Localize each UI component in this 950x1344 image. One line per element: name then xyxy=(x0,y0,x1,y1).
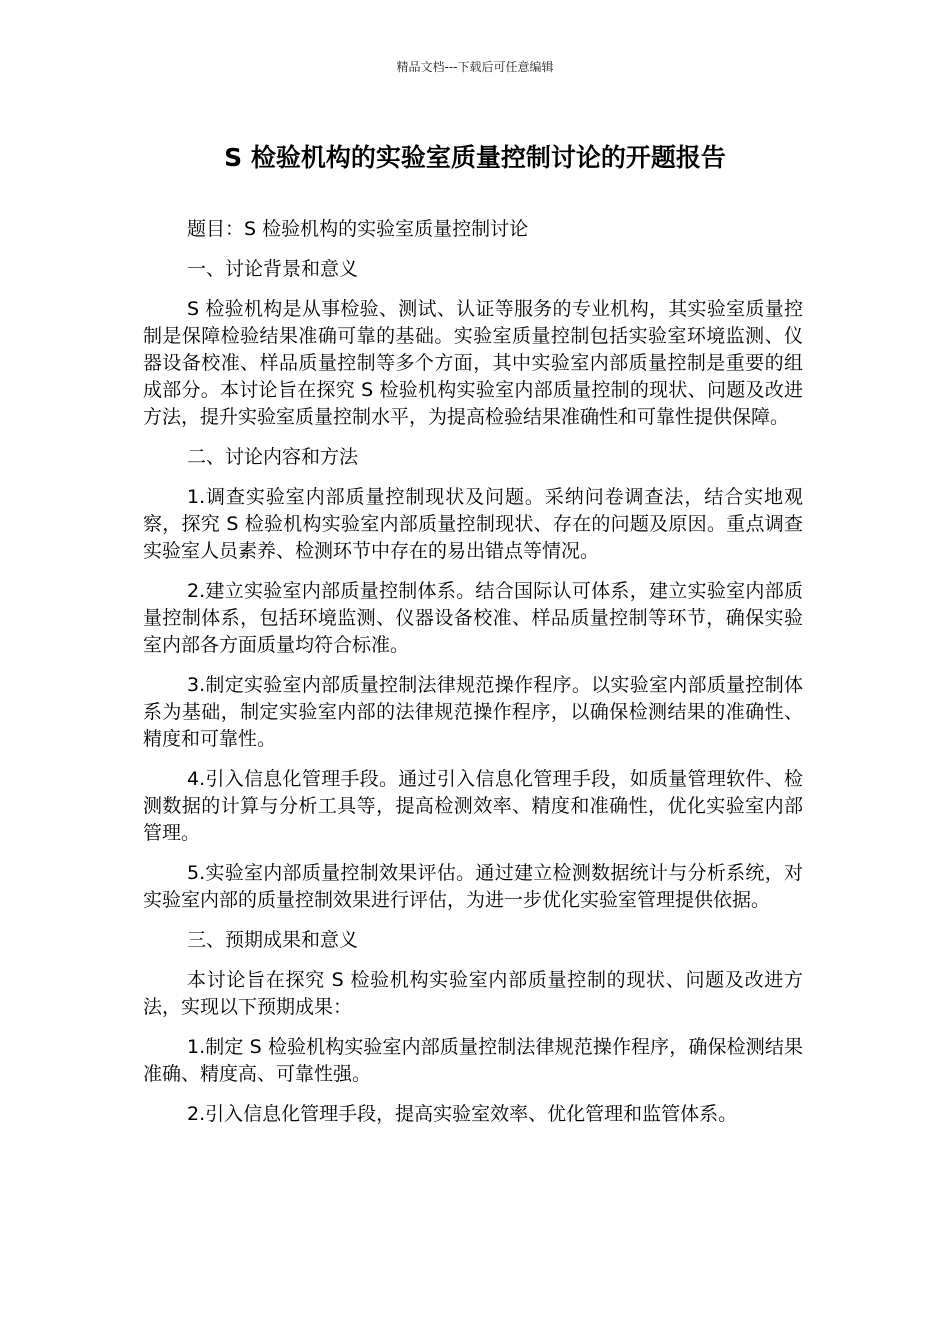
list-item-system: 2.建立实验室内部质量控制体系。结合国际认可体系，建立实验室内部质量控制体系，包括环境监测、仪器设备校准、样品质量控制等环节，确保实验室内部各方面质量均符合标准。 xyxy=(143,580,803,656)
list-item-result-procedure: 1.制定 S 检验机构实验室内部质量控制法律规范操作程序，确保检测结果准确、精度高、可靠性强。 xyxy=(143,1036,803,1085)
section-heading-expected-results: 三、预期成果和意义 xyxy=(187,929,359,951)
list-item-procedure: 3.制定实验室内部质量控制法律规范操作程序。以实验室内部质量控制体系为基础，制定实验室内部的法律规范操作程序，以确保检测结果的准确性、精度和可靠性。 xyxy=(143,674,803,750)
paragraph-background: S 检验机构是从事检验、测试、认证等服务的专业机构，其实验室质量控制是保障检验结果准确可靠的基础。实验室质量控制包括实验室环境监测、仪器设备校准、样品质量控制等多个方面，其中实验室内部质量控制是重要的组成部分。本讨论旨在探究 S 检验机构实验室内部质量控制的现状、问题及改进方法，提升实验室质量控制水平，为提高检验结果准确性和可靠性提供保障。 xyxy=(143,298,803,428)
list-item-informatization: 4.引入信息化管理手段。通过引入信息化管理手段，如质量管理软件、检测数据的计算与分析工具等，提高检测效率、精度和准确性，优化实验室内部管理。 xyxy=(143,768,803,844)
list-item-survey: 1.调查实验室内部质量控制现状及问题。采纳问卷调查法，结合实地观察，探究 S 检验机构实验室内部质量控制现状、存在的问题及原因。重点调查实验室人员素养、检测环节中存在的易出错点等情况。 xyxy=(143,486,803,562)
list-item-result-informatization: 2.引入信息化管理手段，提高实验室效率、优化管理和监管体系。 xyxy=(187,1103,738,1125)
section-heading-content-method: 二、讨论内容和方法 xyxy=(187,446,359,468)
paragraph-expected-intro: 本讨论旨在探究 S 检验机构实验室内部质量控制的现状、问题及改进方法，实现以下预期成果： xyxy=(143,969,803,1018)
list-item-evaluation: 5.实验室内部质量控制效果评估。通过建立检测数据统计与分析系统，对实验室内部的质量控制效果进行评估，为进一步优化实验室管理提供依据。 xyxy=(143,862,803,911)
topic-line: 题目：S 检验机构的实验室质量控制讨论 xyxy=(187,218,529,240)
header-note: 精品文档---下载后可任意编辑 xyxy=(396,60,554,74)
section-heading-background: 一、讨论背景和意义 xyxy=(187,258,359,280)
document-title: S 检验机构的实验室质量控制讨论的开题报告 xyxy=(224,143,726,172)
document-body xyxy=(143,216,803,1141)
